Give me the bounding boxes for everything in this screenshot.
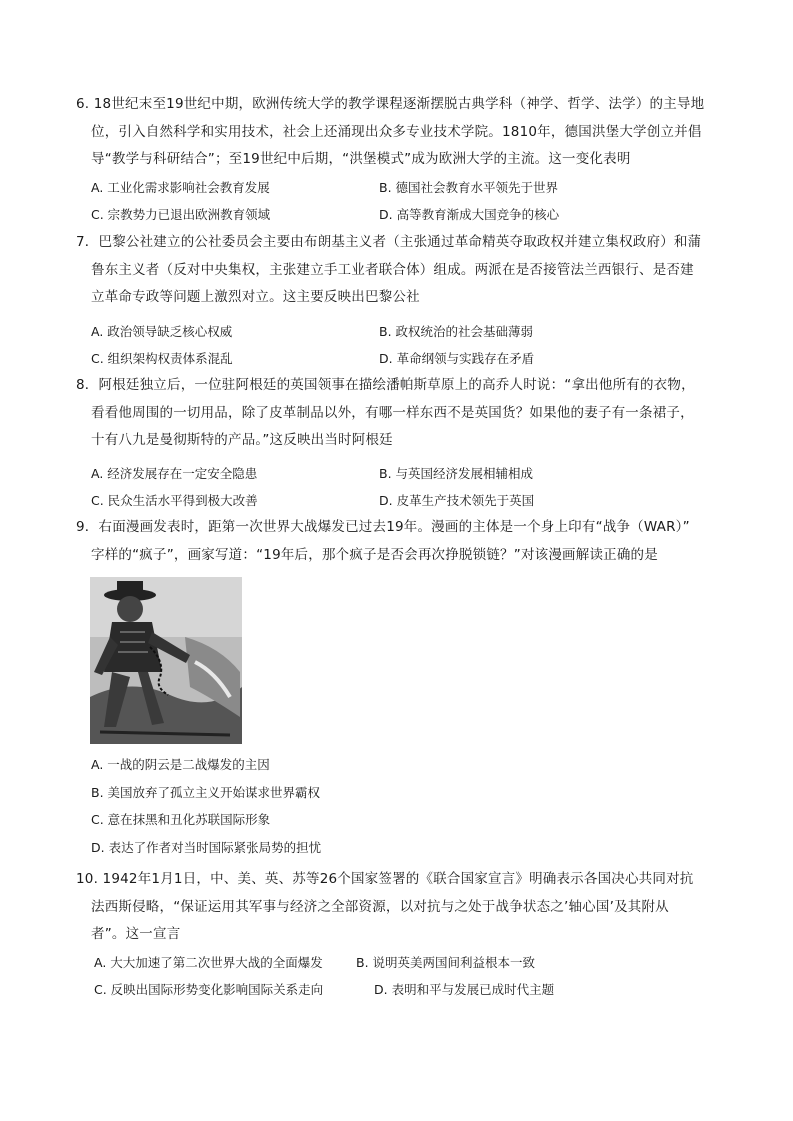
- question-6-options-row-2: [76, 201, 726, 229]
- question-6-options-row-1: [76, 174, 726, 202]
- question-7-option-c[interactable]: C. 组织架构权责体系混乱: [91, 351, 233, 366]
- question-9-option-d[interactable]: D. 表达了作者对当时国际紧张局势的担忧: [91, 839, 322, 855]
- question-9-option-b[interactable]: B. 美国放弃了孤立主义开始谋求世界霸权: [91, 784, 321, 800]
- question-8-option-c[interactable]: C. 民众生活水平得到极大改善: [91, 493, 258, 508]
- question-8-line-2: 看看他周围的一切用品，除了皮革制品以外，有哪一样东西不是英国货？如果他的妻子有一条裙子，: [91, 404, 694, 421]
- question-10-line-2: 法西斯侵略，“保证运用其军事与经济之全部资源，以对抗与之处于战争状态之’轴心国’及其附从: [91, 898, 669, 915]
- question-10-option-a[interactable]: A. 大大加速了第二次世界大战的全面爆发: [94, 954, 323, 970]
- question-9-options: [76, 751, 726, 861]
- question-7-option-a[interactable]: A. 政治领导缺乏核心权威: [91, 323, 233, 339]
- question-10-options-row-1: [76, 949, 726, 977]
- question-6-option-a[interactable]: A. 工业化需求影响社会教育发展: [91, 179, 270, 195]
- question-6-option-b[interactable]: B. 德国社会教育水平领先于世界: [379, 179, 559, 195]
- question-6-line-2: 位，引入自然科学和实用技术，社会上还涌现出众多专业技术学院。1810年，德国洪堡大学创立并倡: [91, 123, 702, 140]
- question-8-options-row-2: [76, 487, 726, 515]
- question-8-line-3: 十有八九是曼彻斯特的产品。”这反映出当时阿根廷: [91, 432, 393, 448]
- question-10: [76, 866, 726, 1004]
- question-7-options-row-1: [76, 318, 726, 346]
- question-6: [76, 91, 726, 229]
- question-10-line-3: 者”。这一宣言: [91, 926, 181, 942]
- question-7-line-3: 立革命专政等问题上激烈对立。这主要反映出巴黎公社: [91, 289, 420, 305]
- question-6-line-3: 导“教学与科研结合”；至19世纪中后期，“洪堡模式”成为欧洲大学的主流。这一变化表明: [91, 151, 631, 167]
- question-7-options-row-2: [76, 345, 726, 373]
- question-6-option-d[interactable]: D. 高等教育渐成大国竞争的核心: [379, 207, 560, 222]
- question-7-line-1: 7．巴黎公社建立的公社委员会主要由布朗基主义者（主张通过革命精英夺取政权并建立集权政府）和蒲: [76, 234, 702, 250]
- war-madman-cartoon: [90, 577, 242, 744]
- question-7-option-d[interactable]: D. 革命纲领与实践存在矛盾: [379, 351, 535, 366]
- question-8-options-row-1: [76, 460, 726, 488]
- question-7-line-2: 鲁东主义者（反对中央集权，主张建立手工业者联合体）组成。两派在是否接管法兰西银行、是否建: [91, 261, 694, 278]
- question-9: [76, 514, 726, 569]
- question-10-option-c[interactable]: C. 反映出国际形势变化影响国际关系走向: [94, 982, 324, 997]
- question-9-option-c[interactable]: C. 意在抹黑和丑化苏联国际形象: [91, 812, 271, 827]
- question-6-option-c[interactable]: C. 宗教势力已退出欧洲教育领域: [91, 207, 271, 222]
- question-8: [76, 372, 726, 515]
- question-8-option-b[interactable]: B. 与英国经济发展相辅相成: [379, 465, 534, 481]
- question-10-option-b[interactable]: B. 说明英美两国间利益根本一致: [356, 954, 536, 970]
- question-10-options-row-2: [76, 976, 726, 1004]
- question-9-option-a[interactable]: A. 一战的阴云是二战爆发的主因: [91, 757, 270, 772]
- question-10-option-d[interactable]: D. 表明和平与发展已成时代主题: [374, 982, 555, 997]
- question-8-option-d[interactable]: D. 皮革生产技术领先于英国: [379, 493, 535, 508]
- question-8-line-1: 8．阿根廷独立后，一位驻阿根廷的英国领事在描绘潘帕斯草原上的高乔人时说：“拿出他所有的衣物，: [76, 377, 695, 393]
- question-10-line-1: 10. 1942年1月1日，中、美、英、苏等26个国家签署的《联合国家宣言》明确表示各国决心共同对抗: [76, 871, 694, 887]
- question-9-line-1: 9．右面漫画发表时，距第一次世界大战爆发已过去19年。漫画的主体是一个身上印有“战争（WAR）”: [76, 519, 690, 535]
- question-6-line-1: 6. 18世纪末至19世纪中期，欧洲传统大学的教学课程逐渐摆脱古典学科（神学、哲学、法学）的主导地: [76, 96, 705, 112]
- question-8-option-a[interactable]: A. 经济发展存在一定安全隐患: [91, 465, 258, 481]
- question-7-option-b[interactable]: B. 政权统治的社会基础薄弱: [379, 323, 534, 339]
- question-7: [76, 229, 726, 373]
- question-9-line-2: 字样的“疯子”，画家写道：“19年后，那个疯子是否会再次挣脱锁链？”对该漫画解读正确的是: [91, 546, 658, 563]
